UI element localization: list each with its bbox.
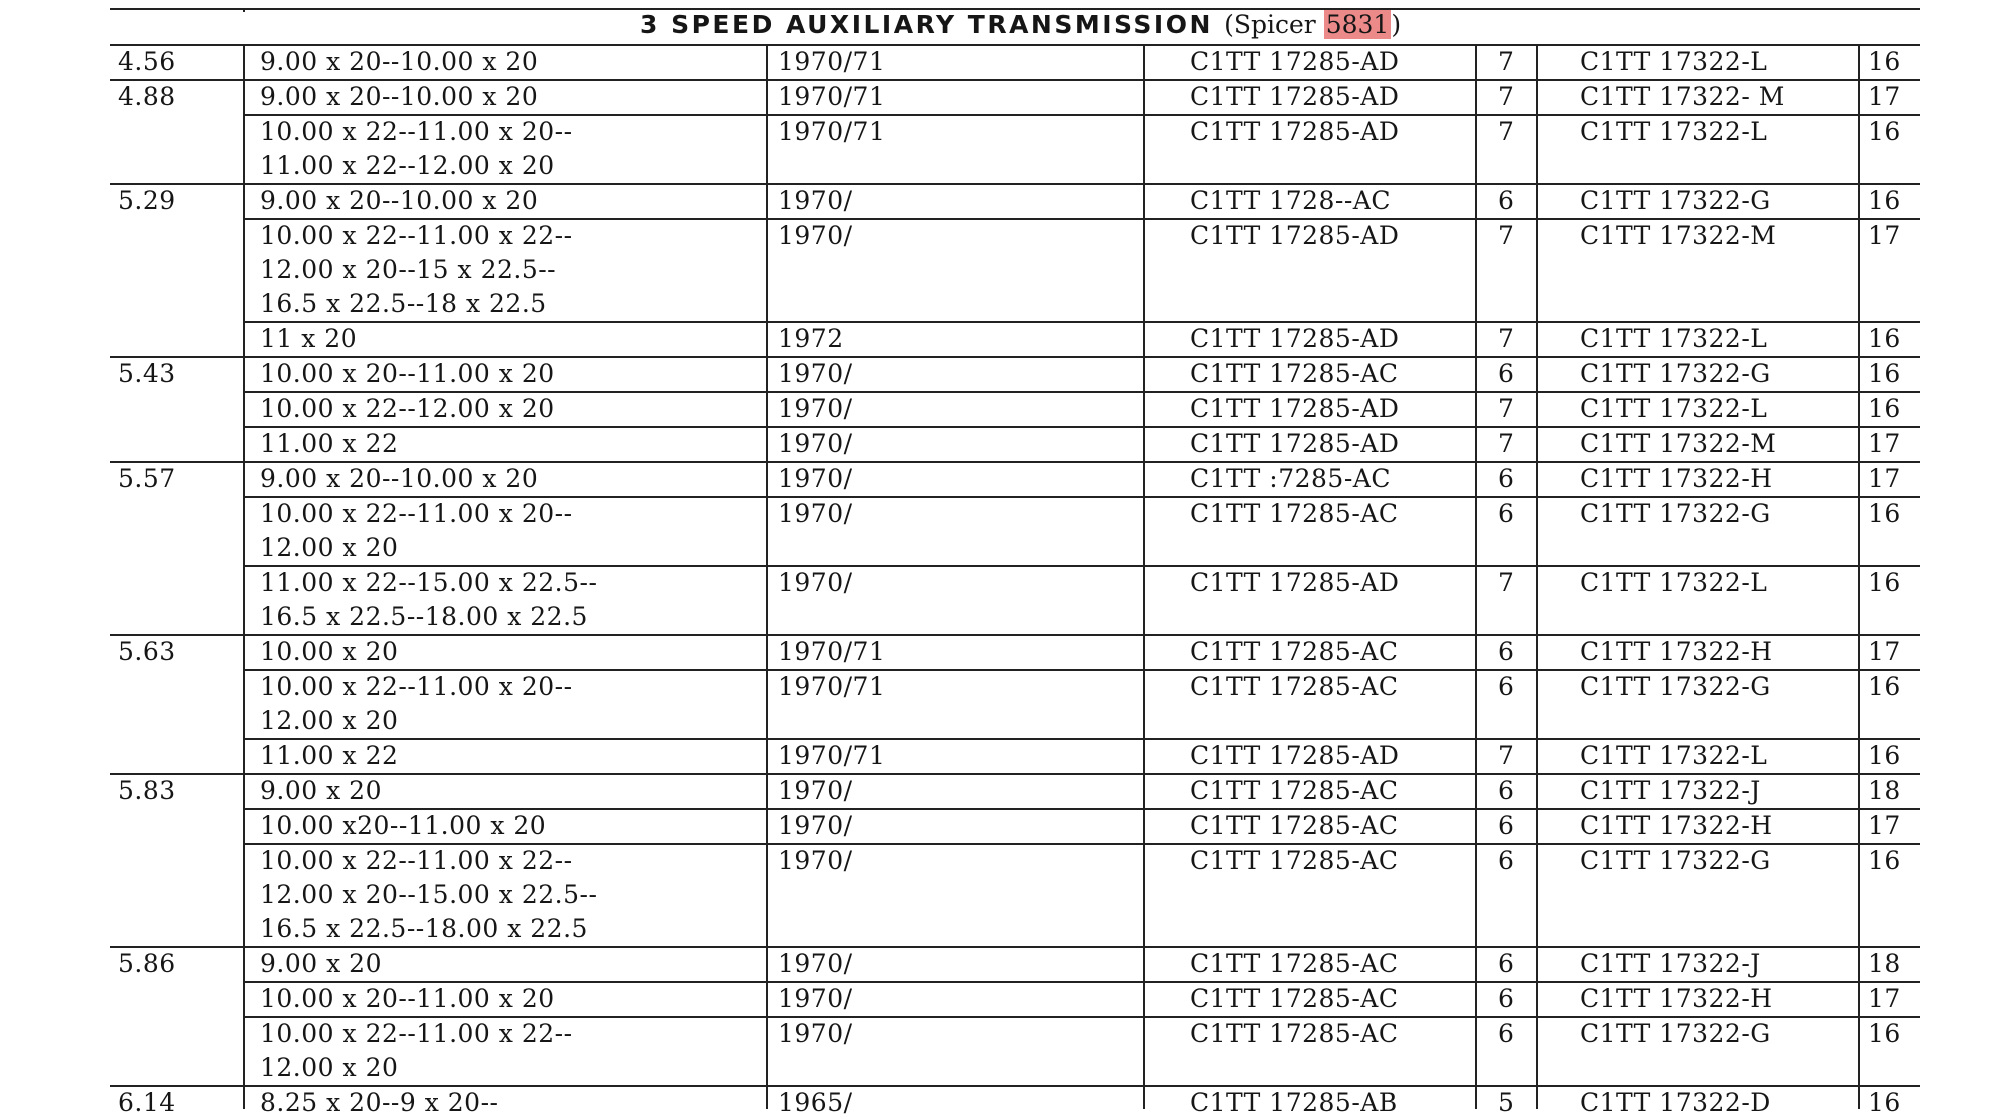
cell-ratio: 4.88	[118, 82, 176, 111]
tire-size-line: 12.00 x 20	[260, 1053, 399, 1082]
cell-teeth1: 6	[1498, 1019, 1515, 1048]
cell-teeth2: 17	[1868, 464, 1901, 493]
cell-part2: C1TT 17322-J	[1580, 776, 1761, 805]
cell-teeth2: 16	[1868, 117, 1901, 146]
cell-part1: C1TT 17285-AD	[1190, 82, 1400, 111]
cell-year: 1970/	[778, 429, 853, 458]
cell-part1: C1TT 17285-AC	[1190, 359, 1399, 388]
cell-part2: C1TT 17322-M	[1580, 221, 1777, 250]
cell-part1: C1TT 17285-AC	[1190, 949, 1399, 978]
cell-teeth1: 6	[1498, 949, 1515, 978]
cell-teeth2: 17	[1868, 984, 1901, 1013]
cell-year: 1970/	[778, 1019, 853, 1048]
cell-tire	[260, 1086, 498, 1120]
tire-size-line: 10.00 x 20--11.00 x 20	[260, 359, 555, 388]
cell-part2: C1TT 17322-H	[1580, 984, 1773, 1013]
cell-part1: C1TT 17285-AD	[1190, 117, 1400, 146]
column-divider	[1536, 44, 1538, 1109]
cell-teeth1: 6	[1498, 464, 1515, 493]
cell-year: 1972	[778, 324, 844, 353]
cell-teeth2: 17	[1868, 811, 1901, 840]
column-divider	[243, 44, 245, 1109]
table-top-border	[110, 8, 1920, 10]
cell-teeth1: 6	[1498, 776, 1515, 805]
cell-year: 1970/	[778, 186, 853, 215]
cell-ratio: 5.63	[118, 637, 176, 666]
tire-size-line: 9.00 x 20--10.00 x 20	[260, 186, 539, 215]
section-subtitle	[1224, 10, 1401, 39]
cell-part1: C1TT 17285-AD	[1190, 394, 1400, 423]
cell-ratio: 5.29	[118, 186, 176, 215]
tire-size-line: 12.00 x 20--15 x 22.5--	[260, 255, 557, 284]
tire-size-line: 10.00 x 20--11.00 x 20	[260, 984, 555, 1013]
tire-size-line: 11.00 x 22--12.00 x 20	[260, 151, 555, 180]
cell-year: 1970/	[778, 394, 853, 423]
cell-teeth1: 6	[1498, 846, 1515, 875]
cell-part1: C1TT 17285-AD	[1190, 324, 1400, 353]
cell-teeth2: 16	[1868, 186, 1901, 215]
cell-tire	[260, 982, 555, 1016]
cell-tire	[260, 566, 597, 634]
tire-size-line: 11 x 20	[260, 324, 358, 353]
cell-year: 1970/71	[778, 47, 886, 76]
cell-part1: C1TT 17285-AC	[1190, 1019, 1399, 1048]
tire-size-line: 10.00 x 22--11.00 x 20--	[260, 117, 573, 146]
cell-part2: C1TT 17322-L	[1580, 568, 1768, 597]
cell-year: 1970/	[778, 949, 853, 978]
cell-teeth2: 17	[1868, 429, 1901, 458]
tire-size-line: 11.00 x 22--15.00 x 22.5--	[260, 568, 598, 597]
cell-ratio: 5.57	[118, 464, 176, 493]
cell-part1: C1TT 1728‐-AC	[1190, 186, 1391, 215]
cell-teeth1: 6	[1498, 186, 1515, 215]
cell-teeth1: 7	[1498, 221, 1515, 250]
cell-teeth1: 6	[1498, 984, 1515, 1013]
tire-size-line: 9.00 x 20--10.00 x 20	[260, 82, 539, 111]
cell-teeth2: 18	[1868, 776, 1901, 805]
cell-teeth1: 6	[1498, 672, 1515, 701]
cell-teeth2: 16	[1868, 1088, 1901, 1117]
cell-year: 1970/	[778, 776, 853, 805]
cell-part2: C1TT 17322-M	[1580, 429, 1777, 458]
cell-teeth2: 16	[1868, 499, 1901, 528]
cell-tire	[260, 1017, 573, 1085]
cell-teeth2: 16	[1868, 324, 1901, 353]
cell-year: 1970/	[778, 499, 853, 528]
cell-teeth1: 7	[1498, 741, 1515, 770]
column-divider	[1475, 44, 1477, 1109]
cell-teeth1: 6	[1498, 811, 1515, 840]
cell-teeth2: 16	[1868, 47, 1901, 76]
cell-tire	[260, 80, 538, 114]
cell-part1: C1TT 17285-AD	[1190, 47, 1400, 76]
cell-teeth2: 16	[1868, 394, 1901, 423]
cell-tire	[260, 115, 573, 183]
cell-teeth2: 16	[1868, 672, 1901, 701]
cell-teeth1: 5	[1498, 1088, 1515, 1117]
cell-teeth2: 16	[1868, 568, 1901, 597]
cell-tire	[260, 497, 573, 565]
tire-size-line: 11.00 x 22	[260, 429, 399, 458]
cell-part2: C1TT 17322- M	[1580, 82, 1785, 111]
tire-size-line: 16.5 x 22.5--18.00 x 22.5	[260, 914, 588, 943]
cell-year: 1970/	[778, 464, 853, 493]
cell-part1: C1TT 17285-AB	[1190, 1088, 1398, 1117]
cell-tire	[260, 184, 538, 218]
cell-teeth2: 16	[1868, 359, 1901, 388]
cell-teeth2: 18	[1868, 949, 1901, 978]
cell-part2: C1TT 17322-H	[1580, 811, 1773, 840]
section-title-text: 3 SPEED AUXILIARY TRANSMISSION	[640, 10, 1213, 39]
cell-ratio: 5.83	[118, 776, 176, 805]
cell-tire	[260, 357, 555, 391]
cell-year: 1970/71	[778, 82, 886, 111]
cell-part2: C1TT 17322-G	[1580, 1019, 1771, 1048]
cell-teeth2: 17	[1868, 221, 1901, 250]
column-divider	[243, 8, 245, 12]
tire-size-line: 9.00 x 20	[260, 949, 382, 978]
cell-year: 1970/71	[778, 741, 886, 770]
tire-size-line: 10.00 x 22--11.00 x 20--	[260, 672, 573, 701]
cell-tire	[260, 635, 398, 669]
cell-teeth2: 17	[1868, 82, 1901, 111]
tire-size-line: 10.00 x 22--11.00 x 20--	[260, 499, 573, 528]
cell-part2: C1TT 17322-L	[1580, 324, 1768, 353]
cell-tire	[260, 739, 398, 773]
cell-part1: C1TT 17285-AC	[1190, 776, 1399, 805]
tire-size-line: 10.00 x 22--11.00 x 22--	[260, 846, 573, 875]
cell-part1: C1TT 17285-AC	[1190, 811, 1399, 840]
cell-part1: C1TT :7285-AC	[1190, 464, 1391, 493]
cell-part2: C1TT 17322-L	[1580, 394, 1768, 423]
cell-part2: C1TT 17322-H	[1580, 464, 1773, 493]
cell-part1: C1TT 17285-AC	[1190, 499, 1399, 528]
cell-ratio: 4.56	[118, 47, 176, 76]
cell-teeth1: 7	[1498, 429, 1515, 458]
tire-size-line: 10.00 x 22--11.00 x 22--	[260, 221, 573, 250]
cell-teeth2: 16	[1868, 741, 1901, 770]
cell-part2: C1TT 17322-J	[1580, 949, 1761, 978]
cell-year: 1970/71	[778, 637, 886, 666]
cell-teeth1: 7	[1498, 324, 1515, 353]
cell-teeth1: 6	[1498, 637, 1515, 666]
cell-tire	[260, 844, 597, 946]
cell-year: 1970/	[778, 846, 853, 875]
cell-part2: C1TT 17322-D	[1580, 1088, 1771, 1117]
cell-year: 1970/	[778, 568, 853, 597]
cell-year: 1965/	[778, 1088, 853, 1117]
cell-ratio: 5.86	[118, 949, 176, 978]
cell-part1: C1TT 17285-AD	[1190, 221, 1400, 250]
cell-teeth1: 6	[1498, 499, 1515, 528]
subtitle-prefix: (Spicer	[1224, 10, 1324, 39]
cell-tire	[260, 774, 382, 808]
cell-year: 1970/	[778, 359, 853, 388]
cell-teeth2: 17	[1868, 637, 1901, 666]
cell-part1: C1TT 17285-AC	[1190, 637, 1399, 666]
column-divider	[766, 44, 768, 1109]
column-divider	[1143, 44, 1145, 1109]
tire-size-line: 11.00 x 22	[260, 741, 399, 770]
cell-part2: C1TT 17322-H	[1580, 637, 1773, 666]
highlighted-model-number[interactable]: 5831	[1325, 10, 1390, 39]
cell-part1: C1TT 17285-AC	[1190, 846, 1399, 875]
tire-size-line: 10.00 x20--11.00 x 20	[260, 811, 547, 840]
cell-part1: C1TT 17285-AD	[1190, 568, 1400, 597]
cell-tire	[260, 670, 573, 738]
tire-size-line: 16.5 x 22.5--18 x 22.5	[260, 289, 547, 318]
cell-year: 1970/71	[778, 672, 886, 701]
tire-size-line: 8.25 x 20--9 x 20--	[260, 1088, 499, 1117]
column-divider	[1858, 44, 1860, 1109]
cell-teeth1: 7	[1498, 568, 1515, 597]
cell-tire	[260, 219, 573, 321]
tire-size-line: 9.00 x 20--10.00 x 20	[260, 464, 539, 493]
cell-teeth1: 7	[1498, 117, 1515, 146]
tire-size-line: 10.00 x 20	[260, 637, 399, 666]
subtitle-suffix: )	[1391, 10, 1402, 39]
cell-part1: C1TT 17285-AD	[1190, 741, 1400, 770]
tire-size-line: 12.00 x 20	[260, 706, 399, 735]
cell-part1: C1TT 17285-AD	[1190, 429, 1400, 458]
cell-teeth1: 7	[1498, 394, 1515, 423]
cell-year: 1970/	[778, 811, 853, 840]
cell-part2: C1TT 17322-L	[1580, 741, 1768, 770]
cell-tire	[260, 45, 538, 79]
cell-tire	[260, 392, 555, 426]
cell-part2: C1TT 17322-G	[1580, 359, 1771, 388]
cell-part2: C1TT 17322-G	[1580, 186, 1771, 215]
cell-teeth1: 7	[1498, 82, 1515, 111]
tire-size-line: 10.00 x 22--11.00 x 22--	[260, 1019, 573, 1048]
cell-tire	[260, 322, 357, 356]
cell-teeth1: 6	[1498, 359, 1515, 388]
cell-tire	[260, 809, 546, 843]
cell-part2: C1TT 17322-L	[1580, 47, 1768, 76]
cell-tire	[260, 947, 382, 981]
cell-ratio: 5.43	[118, 359, 176, 388]
cell-teeth2: 16	[1868, 1019, 1901, 1048]
cell-part1: C1TT 17285-AC	[1190, 984, 1399, 1013]
cell-teeth2: 16	[1868, 846, 1901, 875]
cell-year: 1970/71	[778, 117, 886, 146]
cell-tire	[260, 462, 538, 496]
cell-teeth1: 7	[1498, 47, 1515, 76]
cell-part2: C1TT 17322-G	[1580, 672, 1771, 701]
section-title	[640, 7, 1401, 43]
cell-part2: C1TT 17322-L	[1580, 117, 1768, 146]
tire-size-line: 16.5 x 22.5--18.00 x 22.5	[260, 602, 588, 631]
cell-year: 1970/	[778, 984, 853, 1013]
cell-year: 1970/	[778, 221, 853, 250]
tire-size-line: 9.00 x 20--10.00 x 20	[260, 47, 539, 76]
tire-size-line: 10.00 x 22--12.00 x 20	[260, 394, 555, 423]
cell-ratio: 6.14	[118, 1088, 176, 1117]
cell-part2: C1TT 17322-G	[1580, 499, 1771, 528]
tire-size-line: 12.00 x 20--15.00 x 22.5--	[260, 880, 598, 909]
cell-part1: C1TT 17285-AC	[1190, 672, 1399, 701]
tire-size-line: 12.00 x 20	[260, 533, 399, 562]
cell-part2: C1TT 17322-G	[1580, 846, 1771, 875]
cell-tire	[260, 427, 398, 461]
tire-size-line: 9.00 x 20	[260, 776, 382, 805]
